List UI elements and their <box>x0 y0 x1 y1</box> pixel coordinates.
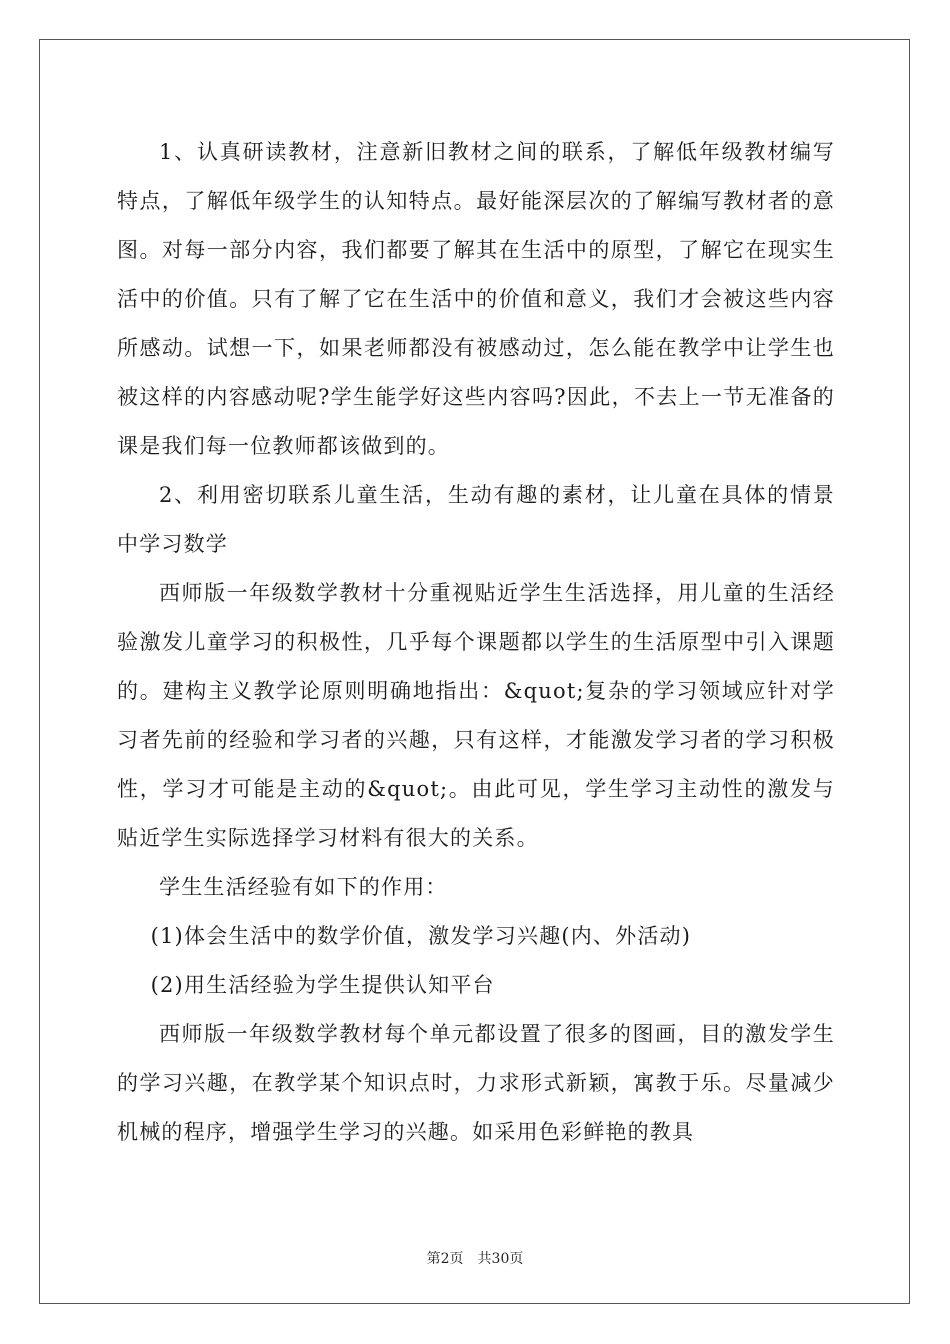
list-item-2: (2)用生活经验为学生提供认知平台 <box>150 973 495 997</box>
page-footer <box>0 1248 950 1268</box>
page-number: 第2页 <box>426 1251 464 1267</box>
document-body <box>117 128 835 1157</box>
paragraph-use-life-materials: 2、利用密切联系儿童生活，生动有趣的素材，让儿童在具体的情景中学习数学 <box>117 483 835 556</box>
list-item-1: (1)体会生活中的数学价值，激发学习兴趣(内、外活动) <box>150 924 692 948</box>
paragraph-life-experience-role: 学生生活经验有如下的作用： <box>159 875 448 899</box>
paragraph-pictures-interest: 西师版一年级数学教材每个单元都设置了很多的图画，目的激发学生的学习兴趣，在教学某个知识点时，力求形式新颖，寓教于乐。尽量减少机械的程序，增强学生学习的兴趣。如采用色彩鲜艳的教具 <box>117 1022 835 1144</box>
paragraph-textbook-emphasis: 西师版一年级数学教材十分重视贴近学生生活选择，用儿童的生活经验激发儿童学习的积极性，几乎每个课题都以学生的生活原型中引入课题的。建构主义教学论原则明确地指出：&quot;复杂的学习领域应针对学习者先前的经验和学习者的兴趣，只有这样，才能激发学习者的学习积极性，学习才可能是主动的&quot;。由此可见，学生学习主动性的激发与贴近学生实际选择学习材料有很大的关系。 <box>117 581 835 850</box>
paragraph-study-textbook: 1、认真研读教材，注意新旧教材之间的联系，了解低年级教材编写特点，了解低年级学生的认知特点。最好能深层次的了解编写教材者的意图。对每一部分内容，我们都要了解其在生活中的原型，了解它在现实生活中的价值。只有了解了它在生活中的价值和意义，我们才会被这些内容所感动。试想一下，如果老师都没有被感动过，怎么能在教学中让学生也被这样的内容感动呢?学生能学好这些内容吗?因此，不去上一节无准备的课是我们每一位教师都该做到的。 <box>117 140 835 458</box>
page-total: 共30页 <box>477 1251 524 1267</box>
